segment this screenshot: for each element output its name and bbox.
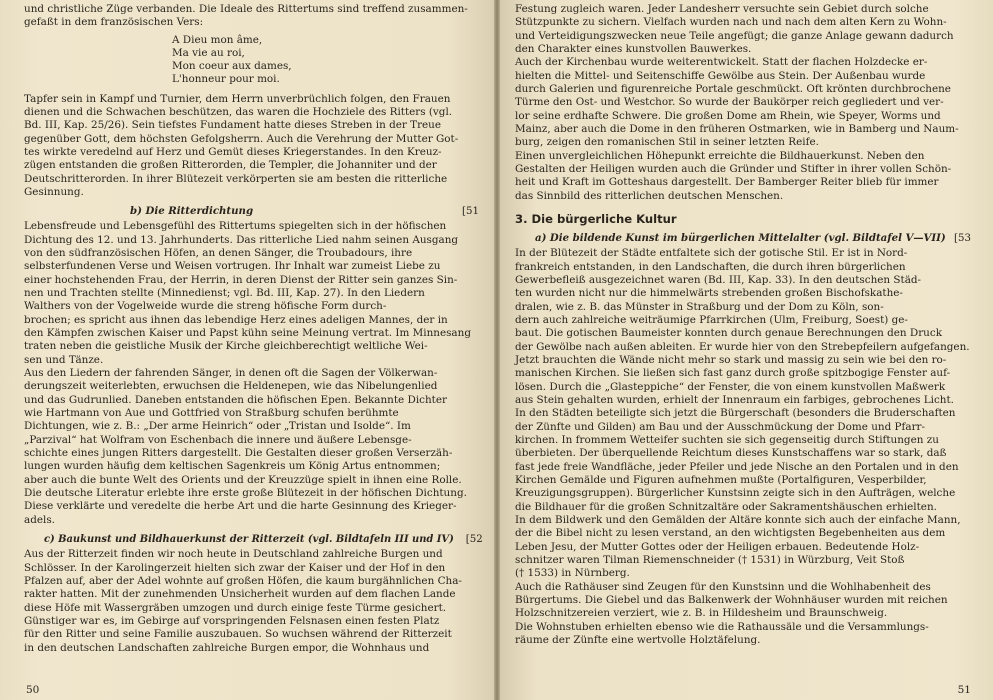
text-line: Günstiger war es, im Gebirge auf vorspringenden Felsnasen einen festen Platz — [24, 614, 440, 627]
text-line: Walthers von der Vogelweide wurde die streng höfische Form durch- — [24, 300, 387, 313]
text-line: In den Städten beteiligte sich jetzt die Bürgerschaft (besonders die Bruderschaften — [515, 407, 956, 420]
text-line: manischen Kirchen. Sie ließen sich fast ganz durch große spitzbogige Fenster auf- — [515, 367, 951, 380]
text-line: durch Galerien und figurenreiche Portale geschmückt. Oft krönten durchbrochene — [515, 83, 951, 96]
text-line: Einen unvergleichlichen Höhepunkt erreichte die Bildhauerkunst. Neben den — [515, 149, 925, 162]
text-line: wie Hartmann von Aue und Gottfried von Straßburg schufen berühmte — [24, 407, 399, 420]
text-line: Mainz, aber auch die Dome in den früheren Ostmarken, wie in Bamberg und Naum- — [515, 123, 959, 136]
text-line: Deutschritterorden. In ihrer Blütezeit verkörperten sie am besten die ritterliche — [24, 172, 448, 185]
text-line: L'honneur pour moi. — [172, 73, 280, 86]
text-line: lösen. Durch die „Glasteppiche“ der Fenster, die von einem kunstvollen Maßwerk — [515, 380, 946, 393]
section-heading — [24, 205, 481, 217]
text-line: Festung zugleich waren. Jeder Landesherr versuchte sein Gebiet durch solche — [515, 3, 929, 15]
text-line: Pfalzen auf, aber der Adel wohnte auf großen Höfen, die kaum burgähnlichen Cha- — [24, 574, 462, 587]
text-line: ten wurden nicht nur die himmelwärts strebenden großen Bischofskathe- — [515, 287, 903, 300]
text-line: für den Ritter und seine Familie auszubauen. So wuchsen während der Ritterzeit — [24, 628, 452, 641]
text-line: Gesinnung. — [24, 185, 84, 198]
text-line: Dichtungen, wie z. B.: „Der arme Heinrich“ oder „Tristan und Isolde“. Im — [24, 420, 411, 433]
text-line: Lebensfreude und Lebensgefühl des Rittertums spiegelten sich in der höfischen — [24, 220, 447, 233]
text-line: heit und Kraft im Gotteshaus dargestellt. Der Bamberger Reiter blieb für immer — [515, 176, 939, 189]
text-line: burg, zeigen den romanischen Stil in seiner letzten Reife. — [515, 136, 819, 149]
text-line: Auch der Kirchenbau wurde weiterentwickelt. Statt der flachen Holzdecke er- — [515, 56, 928, 69]
text-line: dern auch zahlreiche weiträumige Pfarrkirchen (Ulm, Freiburg, Soest) ge- — [515, 313, 908, 326]
text-line: derungszeit weiterlebten, erwuchsen die Heldenepen, wie das Nibelungenlied — [24, 380, 438, 393]
text-line: und christliche Züge verbanden. Die Ideale des Rittertums sind treffend zusammen- — [24, 3, 468, 15]
paragraph — [24, 93, 481, 200]
paragraph — [515, 621, 973, 648]
text-line: traten neben die geistliche Musik der Kirche gleichberechtigt weltliche Wei- — [24, 340, 428, 353]
text-line: sen und Tänze. — [24, 353, 104, 366]
french-verse — [172, 34, 481, 87]
text-line: nen und Trachten stellte (Minnedienst; vgl. Bd. III, Kap. 27). In den Liedern — [24, 286, 425, 299]
section-heading — [24, 533, 481, 545]
text-line: dienen und die Schwachen beschützen, das waren die Hochziele des Ritters (vgl. — [24, 105, 453, 118]
text-line: Türme den Ost- und Westchor. So wurde der Baukörper reich gegliedert und ver- — [515, 96, 944, 109]
page-right — [497, 0, 993, 700]
text-line: und Verteidigungszwecken neue Teile angefügt; die ganze Anlage gewann dadurch — [515, 29, 954, 42]
heading-text: c) Baukunst und Bildhauerkunst der Ritterzeit (vgl. Bildtafeln III und IV) — [44, 533, 454, 546]
text-line: der Gewölbe nach außen ableiten. Er wurde hier von den Strebepfeilern aufgefangen. — [515, 340, 970, 353]
text-line: Diese verklärte und veredelte die herbe Art und die harte Gesinnung des Krieger- — [24, 500, 457, 513]
text-line: Dichtung des 12. und 13. Jahrhunderts. Das ritterliche Lied nahm seinen Ausgang — [24, 233, 459, 246]
text-line: einer hochstehenden Frau, der Herrin, in deren Dienst der Ritter sein ganzes Sin- — [24, 273, 458, 286]
text-line: den Charakter eines kunstvollen Bauwerkes. — [515, 43, 752, 56]
text-line: baut. Die gotischen Baumeister konnten durch genaue Berechnungen den Druck — [515, 327, 942, 340]
margin-number: [52 — [465, 534, 483, 546]
paragraph — [515, 581, 973, 621]
text-line: Gewerbefleiß ausgezeichnet waren (Bd. III, Kap. 33). In den deutschen Städ- — [515, 273, 922, 286]
text-line: lungen wurden häufig dem keltischen Sagenkreis um König Artus entnommen; — [24, 460, 441, 473]
text-line: schichte eines jungen Ritters dargestellt. Die Gestalten dieser großen Verserzäh- — [24, 447, 453, 460]
text-line: Holzschnitzereien verziert, wie z. B. in Hildesheim und Braunschweig. — [515, 607, 888, 620]
text-line: räume der Zünfte eine wertvolle Holztäfelung. — [515, 634, 761, 647]
text-line: In der Blütezeit der Städte entfaltete sich der gotische Stil. Er ist in Nord- — [515, 247, 908, 260]
section-heading — [515, 232, 973, 244]
text-line: gegenüber Gott, dem höchsten Gefolgsherrn. Auch die Verehrung der Mutter Got- — [24, 132, 459, 145]
text-line: der Zünfte und Gilden) am Bau und der Ausschmückung der Dome und Pfarr- — [515, 420, 926, 433]
text-line: Die deutsche Literatur erlebte ihre erste große Blütezeit in der höfischen Dichtung. — [24, 487, 467, 500]
text-line: das Sinnbild des ritterlichen deutschen Menschen. — [515, 189, 784, 202]
text-line: frankreich entstanden, in den Landschaften, die durch ihren bürgerlichen — [515, 260, 906, 273]
chapter-heading: 3. Die bürgerliche Kultur — [515, 212, 677, 227]
text-line: hielten die Mittel- und Seitenschiffe Gewölbe aus Stein. Der Außenbau wurde — [515, 69, 926, 82]
text-line: Leben Jesu, der Mutter Gottes oder der Heiligen erbauen. Bedeutende Holz- — [515, 540, 920, 553]
page-number: 50 — [26, 684, 40, 696]
heading-text: a) Die bildende Kunst im bürgerlichen Mittelalter (vgl. Bildtafel V—VII) — [535, 232, 946, 245]
text-line: dralen, wie z. B. das Münster in Straßburg und der Dom zu Köln, son- — [515, 300, 884, 313]
text-line: tes wirkte veredelnd auf Herz und Gemüt dieses Kriegerstandes. In den Kreuz- — [24, 145, 442, 158]
text-line: († 1533) in Nürnberg. — [515, 567, 630, 580]
text-line: Kirchen Gemälde und Figuren aufnehmen mußte (Portalfiguren, Vesperbilder, — [515, 474, 927, 486]
text-line: Bd. III, Kap. 25/26). Sein tiefstes Fundament hatte dieses Streben in der Treue — [24, 119, 442, 132]
paragraph — [24, 220, 481, 367]
text-line: diese Höfe mit Wassergräben umzogen und durch einige feste Türme gesichert. — [24, 601, 447, 614]
text-line: Aus der Ritterzeit finden wir noch heute in Deutschland zahlreiche Burgen und — [24, 548, 443, 561]
text-line: Jetzt brauchten die Wände nicht mehr so stark und massig zu sein wie bei den ro- — [515, 353, 947, 366]
text-line: adels. — [24, 513, 55, 526]
text-line: überbieten. Der überquellende Reichtum dieses Kunstschaffens war so stark, daß — [515, 447, 947, 460]
text-line: den Kämpfen zwischen Kaiser und Papst kühn seine Meinung vertrat. Im Minnesang — [24, 327, 471, 339]
page-number: 51 — [957, 684, 971, 696]
text-line: Schlösser. In der Karolingerzeit hielten sich zwar der Kaiser und der Hof in den — [24, 561, 446, 574]
text-line: und das Gudrunlied. Daneben entstanden die höfischen Epen. Bekannte Dichter — [24, 393, 447, 406]
text-line: von den südfranzösischen Höfen, an denen Sänger, die Troubadours, ihre — [24, 246, 413, 259]
text-line: lor seine erdhafte Schwere. Die großen Dome am Rhein, wie Speyer, Worms und — [515, 109, 941, 122]
text-line: „Parzival“ hat Wolfram von Eschenbach die innere und äußere Lebensge- — [24, 433, 412, 446]
paragraph — [24, 548, 481, 655]
paragraph — [24, 3, 481, 30]
text-line: kirchen. In frommem Wetteifer suchten sie sich gegenseitig durch Stiftungen zu — [515, 433, 939, 446]
text-line: Kreuzigungsgruppen). Bürgerlicher Kunstsinn zeigte sich in den Aufträgen, welche — [515, 487, 956, 500]
text-line: gefaßt in dem französischen Vers: — [24, 16, 204, 29]
text-line: Tapfer sein in Kampf und Turnier, dem Herrn unverbrüchlich folgen, den Frauen — [24, 92, 451, 105]
text-line: Bürgertums. Die Giebel und das Balkenwerk der Wohnhäuser wurden mit reichen — [515, 594, 948, 607]
text-line: Stützpunkte zu sichern. Vielfach wurden nach und nach dem alten Kern zu Wohn- — [515, 16, 947, 29]
paragraph — [24, 367, 481, 527]
text-line: in den deutschen Landschaften zahlreiche Burgen empor, die Wohnhaus und — [24, 641, 430, 654]
text-line: zügen entstanden die großen Ritterorden, die Templer, die Johanniter und der — [24, 159, 437, 172]
paragraph — [515, 247, 973, 581]
heading-text: b) Die Ritterdichtung — [130, 205, 254, 218]
paragraph — [515, 3, 973, 56]
text-line: rakter hatten. Mit der zunehmenden Unsicherheit wurden auf dem flachen Lande — [24, 588, 456, 601]
text-line: Mon coeur aux dames, — [172, 60, 292, 73]
text-line: In dem Bildwerk und den Gemälden der Altäre konnte sich auch der einfache Mann, — [515, 514, 961, 527]
text-line: Ma vie au roi, — [172, 46, 245, 59]
text-line: Gestalten der Heiligen wurden auch die Gründer und Stifter in ihrer vollen Schön- — [515, 163, 952, 176]
book-gutter — [494, 0, 500, 700]
text-line: Die Wohnstuben erhielten ebenso wie die Rathaussäle und die Versammlungs- — [515, 620, 929, 633]
margin-number: [53 — [954, 233, 971, 245]
text-line: aus Stein gehalten wurden, erhielt der Innenraum ein farbiges, gebrochenes Licht. — [515, 393, 954, 406]
paragraph — [515, 56, 973, 149]
text-line: Auch die Rathäuser sind Zeugen für den Kunstsinn und die Wohlhabenheit des — [515, 580, 931, 593]
margin-number: [51 — [462, 206, 479, 218]
text-line: selbsterfundenen Verse und Weisen vortrugen. Ihr Inhalt war zumeist Liebe zu — [24, 260, 441, 273]
text-line: der die Bibel nicht zu lesen verstand, an den wichtigsten Begebenheiten aus dem — [515, 527, 946, 540]
text-line: A Dieu mon âme, — [172, 33, 263, 46]
text-line: schnitzer waren Tilman Riemenschneider († 1531) in Würzburg, Veit Stoß — [515, 554, 905, 567]
text-line: aber auch die bunte Welt des Orients und der Kreuzzüge spielt in ihnen eine Rolle. — [24, 473, 462, 486]
text-line: die Bildhauer für die großen Schnitzaltäre oder Sakramentshäuschen erhielten. — [515, 500, 937, 513]
paragraph — [515, 150, 973, 203]
text-line: brochen; es spricht aus ihnen das lebendige Herz eines adeligen Mannes, der in — [24, 313, 448, 326]
text-line: fast jede freie Wandfläche, jeder Pfeiler und jede Nische an den Portalen und in den — [515, 460, 959, 473]
text-line: Aus den Liedern der fahrenden Sänger, in denen oft die Sagen der Völkerwan- — [24, 367, 438, 380]
